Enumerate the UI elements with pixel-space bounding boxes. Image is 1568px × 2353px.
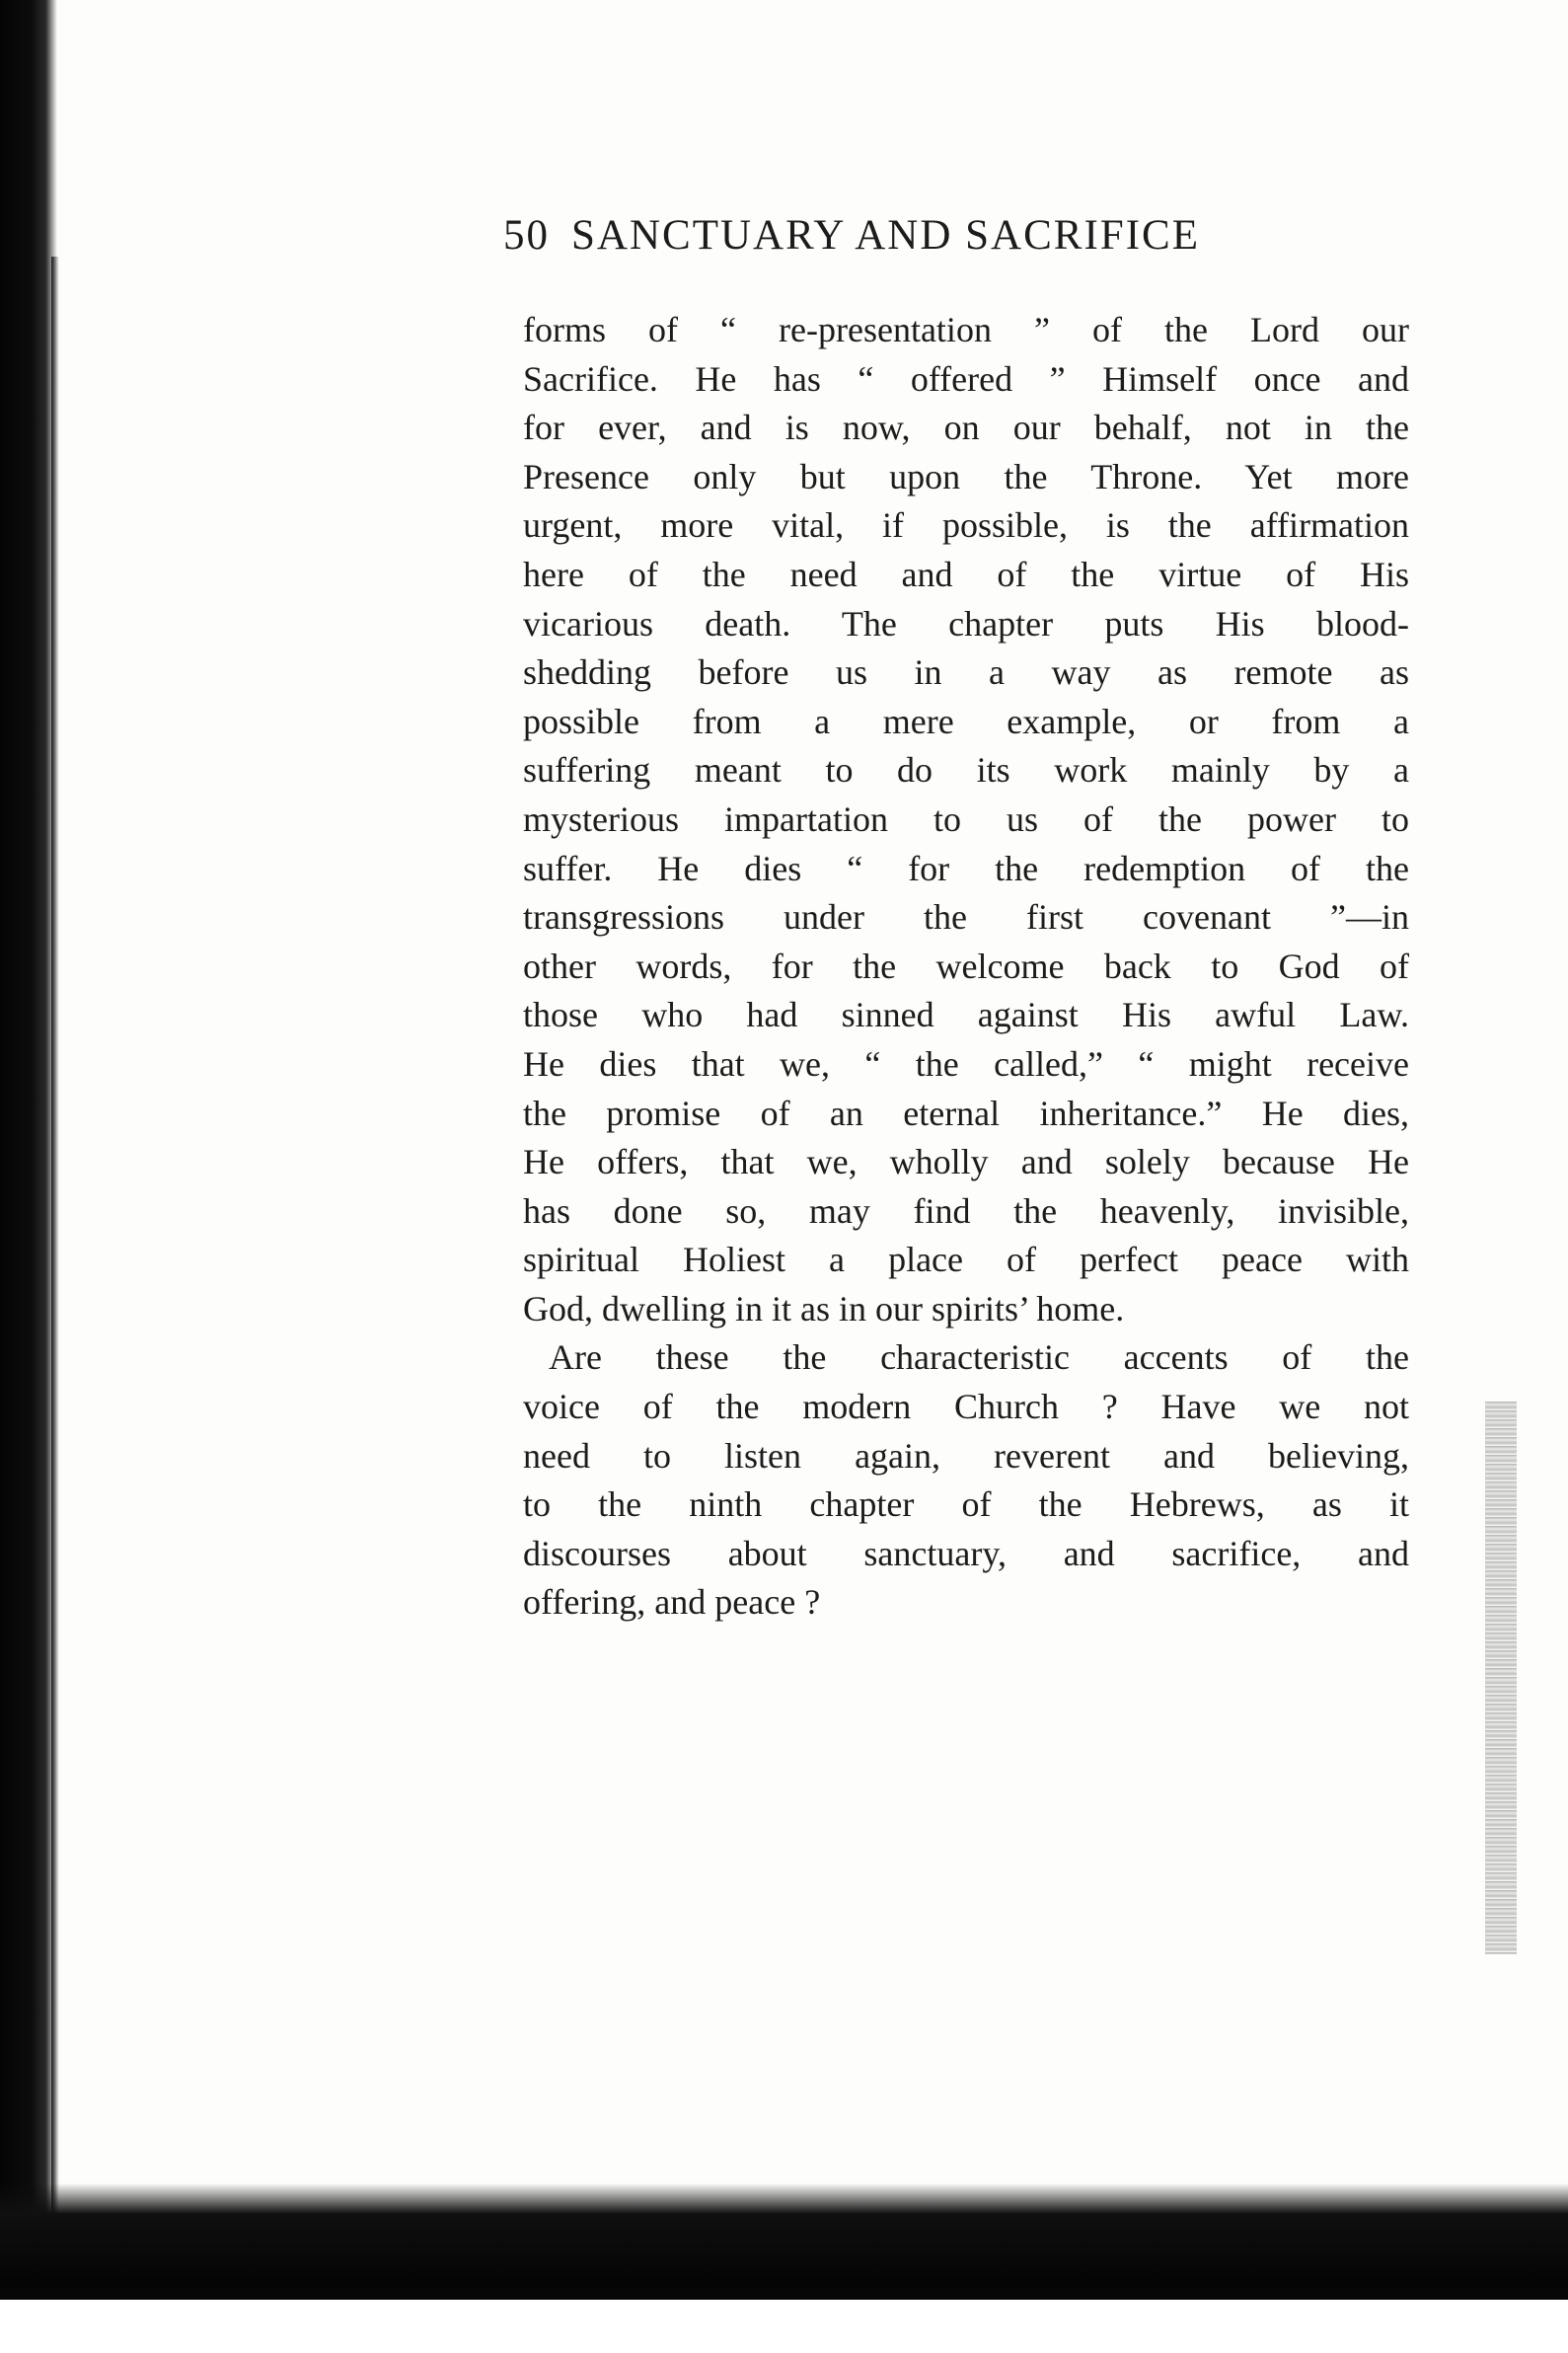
text-line: other words, for the welcome back to God of xyxy=(523,946,1409,986)
running-header xyxy=(503,211,1411,270)
paragraph xyxy=(523,1333,1409,1628)
text-line: spiritual Holiest a place of perfect peace with xyxy=(523,1240,1409,1280)
paragraph xyxy=(523,306,1409,1333)
scan-bottom-margin xyxy=(0,2300,1568,2353)
body-text xyxy=(523,306,1409,1628)
text-line: He dies that we, “ the called,” “ might receive xyxy=(523,1043,1409,1084)
running-title: SANCTUARY AND SACRIFICE xyxy=(571,212,1200,259)
text-line: vicarious death. The chapter puts His blood- xyxy=(523,603,1409,644)
text-line: for ever, and is now, on our behalf, not in the xyxy=(523,408,1409,448)
text-line: forms of “ re-presentation ” of the Lord our xyxy=(523,310,1409,349)
text-line: need to listen again, reverent and believing, xyxy=(523,1435,1409,1476)
text-line: urgent, more vital, if possible, is the affirmation xyxy=(523,505,1409,546)
page-number: 50 xyxy=(503,212,550,259)
text-line: here of the need and of the virtue of His xyxy=(523,554,1409,594)
text-line: Are these the characteristic accents of the xyxy=(549,1337,1409,1378)
text-line: transgressions under the first covenant ”—in xyxy=(523,897,1409,938)
text-line: suffer. He dies “ for the redemption of the xyxy=(523,848,1409,888)
scan-binding-shadow-inner xyxy=(51,257,59,2231)
text-line: shedding before us in a way as remote as xyxy=(523,652,1409,693)
text-line: possible from a mere example, or from a xyxy=(523,701,1409,741)
text-line: mysterious impartation to us of the power to xyxy=(523,798,1409,839)
text-line: Sacrifice. He has “ offered ” Himself once and xyxy=(523,358,1409,399)
scan-edge-speckle xyxy=(1485,1402,1517,1954)
scan-binding-shadow xyxy=(0,0,57,2353)
text-line: voice of the modern Church ? Have we not xyxy=(523,1387,1409,1427)
text-line: God, dwelling in it as in our spirits’ home. xyxy=(523,1288,1125,1328)
text-line: Presence only but upon the Throne. Yet more xyxy=(523,456,1409,496)
text-line: has done so, may find the heavenly, invisible, xyxy=(523,1190,1409,1231)
text-line: discourses about sanctuary, and sacrifice, and xyxy=(523,1533,1409,1573)
text-line: He offers, that we, wholly and solely because He xyxy=(523,1142,1409,1182)
text-line: offering, and peace ? xyxy=(523,1582,821,1623)
text-line: those who had sinned against His awful Law. xyxy=(523,995,1409,1035)
text-line: to the ninth chapter of the Hebrews, as it xyxy=(523,1484,1409,1525)
text-line: the promise of an eternal inheritance.” He dies, xyxy=(523,1093,1409,1133)
text-line: suffering meant to do its work mainly by a xyxy=(523,750,1409,791)
